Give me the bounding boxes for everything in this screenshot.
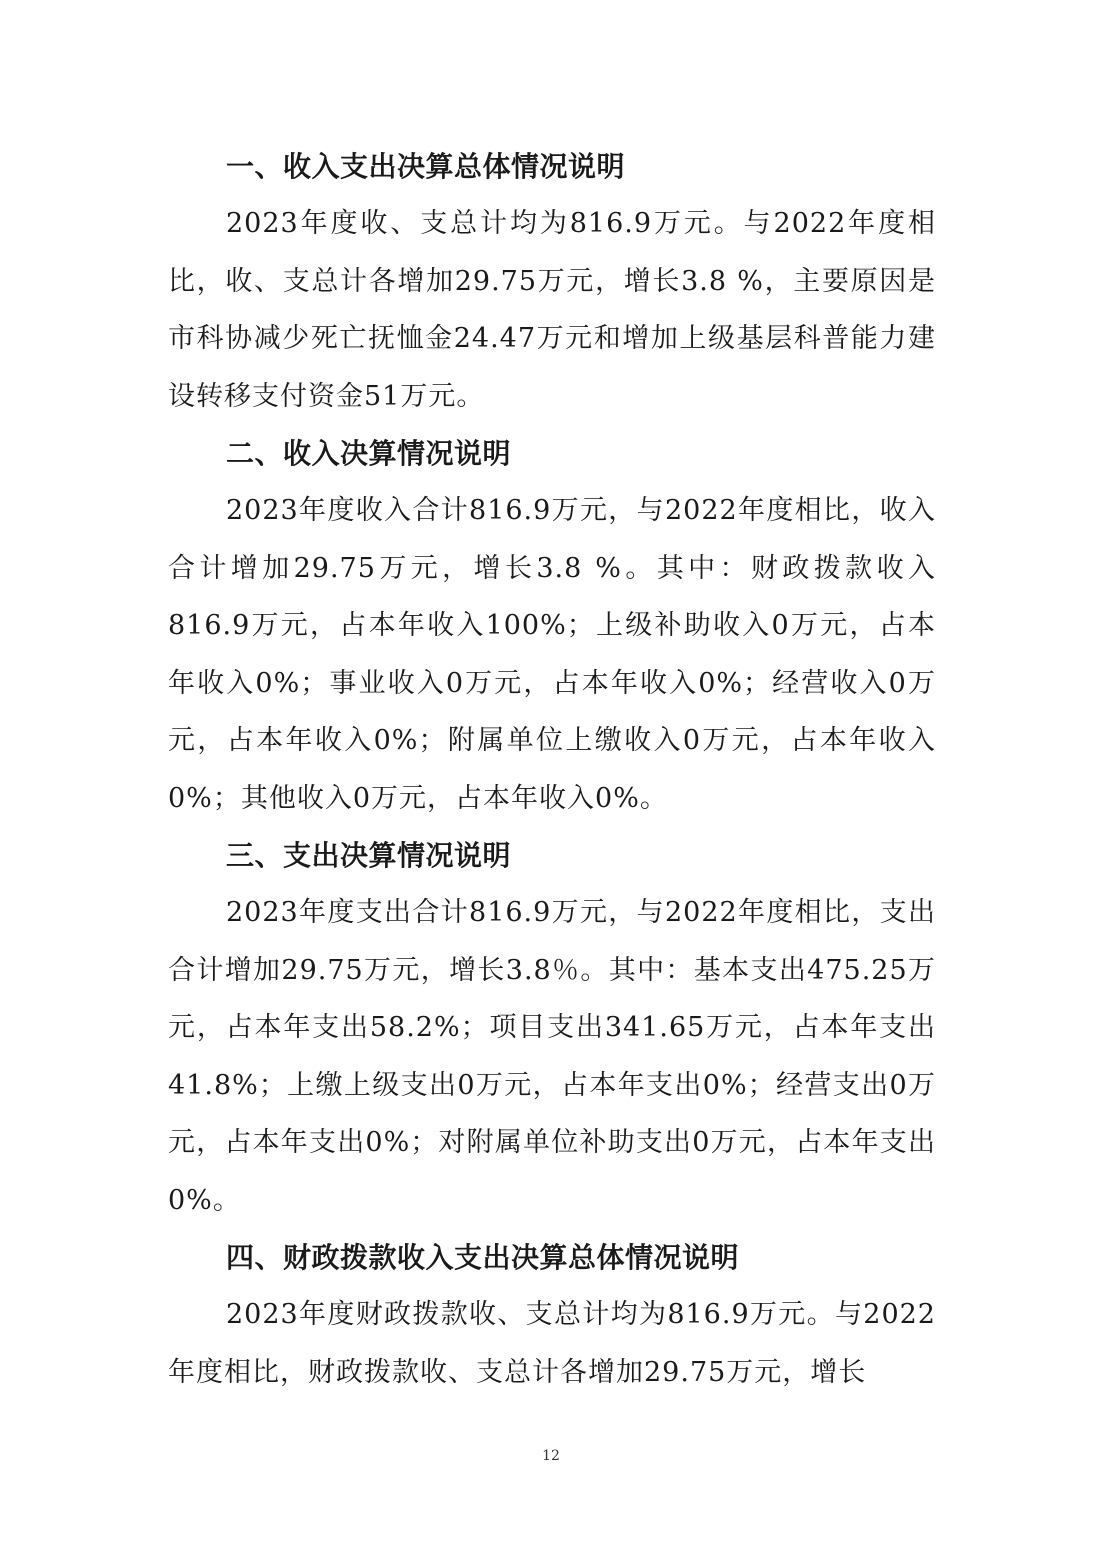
section-paragraph-1: 2023年度收、支总计均为816.9万元。与2022年度相比，收、支总计各增加29.75万元，增长3.8 %，主要原因是市科协减少死亡抚恤金24.47万元和增加上级基层科普能力建设转移支付资金51万元。	[168, 208, 936, 412]
document-body	[168, 138, 936, 1401]
section-heading-1: 一、收入支出决算总体情况说明	[226, 150, 626, 183]
page-number: 12	[542, 1448, 560, 1464]
section-heading-4: 四、财政拨款收入支出决算总体情况说明	[226, 1241, 740, 1274]
section-paragraph-3: 2023年度支出合计816.9万元，与2022年度相比，支出合计增加29.75万元，增长3.8％。其中：基本支出475.25万元，占本年支出58.2%；项目支出341.65万元，占本年支出41.8%；上缴上级支出0万元，占本年支出0%；经营支出0万元，占本年支出0%；对附属单位补助支出0万元，占本年支出0%。	[168, 897, 936, 1216]
section-heading-2: 二、收入决算情况说明	[226, 437, 512, 470]
section-paragraph-4: 2023年度财政拨款收、支总计均为816.9万元。与2022年度相比，财政拨款收、支总计各增加29.75万元，增长	[168, 1299, 936, 1388]
section-heading-3: 三、支出决算情况说明	[226, 839, 512, 872]
section-paragraph-2: 2023年度收入合计816.9万元，与2022年度相比，收入合计增加29.75万元，增长3.8 %。其中：财政拨款收入816.9万元，占本年收入100%；上级补助收入0万元，占本年收入0%；事业收入0万元，占本年收入0%；经营收入0万元，占本年收入0%；附属单位上缴收入0万元，占本年收入0%；其他收入0万元，占本年收入0%。	[168, 495, 936, 814]
